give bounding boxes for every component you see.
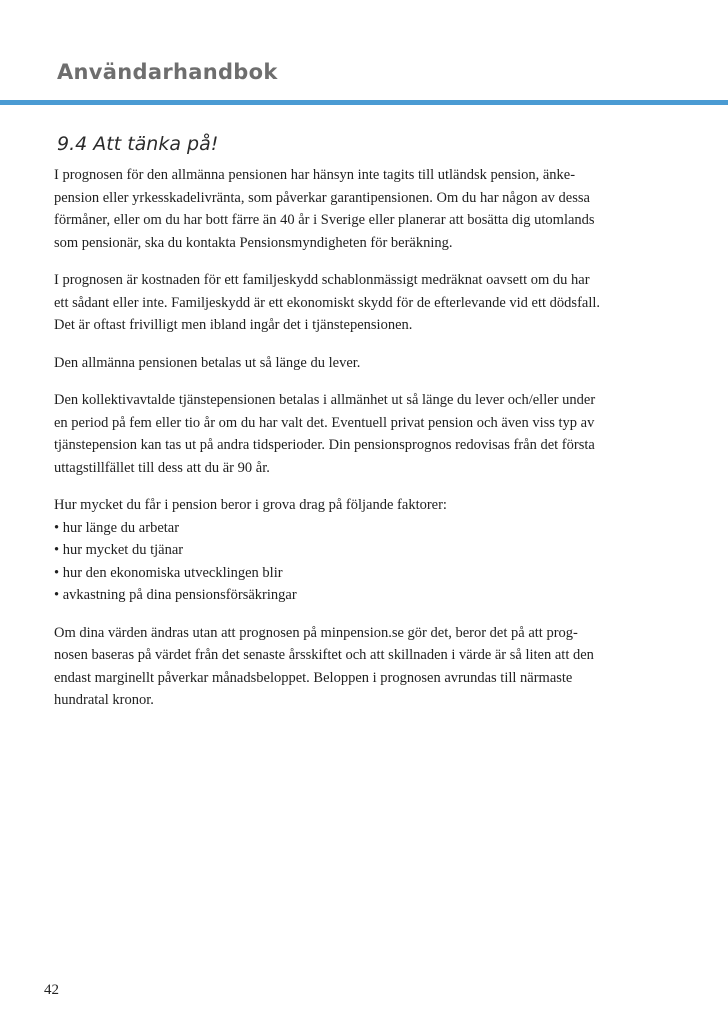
text-line: Den allmänna pensionen betalas ut så länge du lever. [54,354,361,371]
text-line: ett sådant eller inte. Familjeskydd är ett ekonomiskt skydd för de efterlevande vid ett dödsfall. [54,294,601,311]
list-item: • hur mycket du tjänar [54,542,184,558]
text-line: Den kollektivavtalde tjänstepensionen betalas i allmänhet ut så länge du lever och/eller under [54,392,596,408]
text-line: nosen baseras på värdet från det senaste årsskiftet och att skillnaden i värde är så liten att den [54,647,594,663]
header-divider [0,100,728,105]
text-line: pension eller yrkesskadelivränta, som påverkar garantipensionen. Om du har någon av dessa [54,189,590,206]
list-item: • hur den ekonomiska utvecklingen blir [54,564,283,581]
text-line: Det är oftast frivilligt men ibland ingår det i tjänstepensionen. [54,317,413,333]
text-line: I prognosen är kostnaden för ett familjeskydd schablonmässigt medräknat oavsett om du har [54,272,590,288]
paragraph-value-changes [54,622,694,712]
paragraph-foreign-pension [54,164,694,254]
body-content [54,164,694,727]
text-line: tjänstepension kan tas ut på andra tidsperioder. Din pensionsprognos redovisas från det första [54,437,595,453]
document-header-title: Användarhandbok [57,60,278,84]
text-line: Hur mycket du får i pension beror i grova drag på följande faktorer: [54,497,447,513]
text-line: en period på fem eller tio år om du har valt det. Eventuell privat pension och även viss typ av [54,414,595,431]
text-line: uttagstillfället till dess att du är 90 år. [54,459,270,476]
text-line: hundratal kronor. [54,692,154,708]
text-line: Om dina värden ändras utan att prognosen på minpension.se gör det, beror det på att prog- [54,624,578,641]
text-line: endast marginellt påverkar månadsbeloppet. Beloppen i prognosen avrundas till närmaste [54,669,573,686]
section-title: 9.4 Att tänka på! [57,133,219,155]
page-number: 42 [44,982,59,998]
paragraph-general-pension [54,352,694,375]
list-item: • avkastning på dina pensionsförsäkringar [54,587,297,603]
paragraph-factors-list [54,494,694,607]
list-item: • hur länge du arbetar [54,519,180,536]
text-line: som pensionär, ska du kontakta Pensionsmyndigheten för beräkning. [54,234,453,251]
paragraph-family-protection [54,269,694,337]
paragraph-occupational-pension [54,389,694,479]
text-line: I prognosen för den allmänna pensionen har hänsyn inte tagits till utländsk pension, änke- [54,167,576,183]
text-line: förmåner, eller om du har bott färre än 40 år i Sverige eller planerar att bosätta dig utomlands [54,212,595,228]
